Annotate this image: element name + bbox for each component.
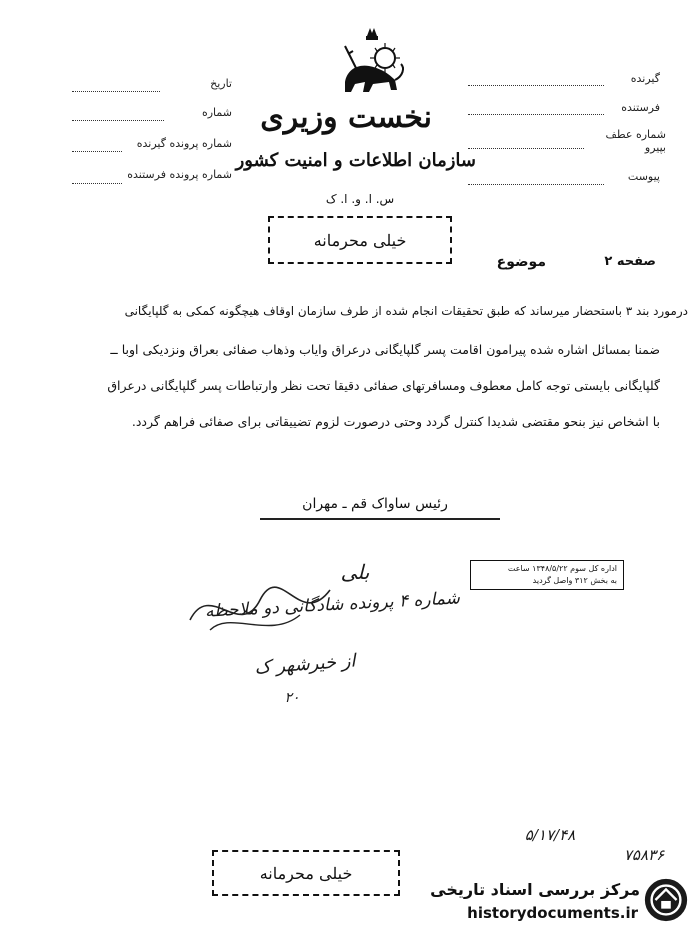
field-label-number: شماره <box>201 106 232 119</box>
field-line-sender-file <box>72 183 122 184</box>
field-label-reference: شماره عطف بپیرو <box>605 128 666 154</box>
classification-stamp-top: خیلی محرمانه <box>268 216 452 264</box>
field-label-recipient: گیرنده <box>630 72 660 85</box>
body-line: ضمنا بمسائل اشاره شده پیرامون اقامت پسر گلپایگانی درعراق وایاب وذهاب صفائی بعراق ونزدیکی اوبا ــ <box>110 342 660 357</box>
subject-label: موضوع <box>496 254 546 270</box>
field-line-recipient-file <box>72 151 122 152</box>
handwritten-note-main: شماره ۴ پرونده شادگانی دو ملاحظه <box>204 588 461 622</box>
handwritten-note-yes: بلی <box>340 560 370 584</box>
bottom-document-number: ۷۵۸۳۶ <box>623 846 665 864</box>
handwritten-note-number: ۲۰ <box>284 690 300 706</box>
field-line-attachment <box>468 184 604 185</box>
body-line: با اشخاص نیز بنحو مقتضی شدیدا کنترل گردد وحتی درصورت لزوم تضییقاتی برای صفائی فراهم گردد. <box>131 414 660 429</box>
handwritten-note-secondary: از خیرشهر ک <box>253 650 357 679</box>
signature-underline <box>260 518 500 520</box>
bottom-handwritten-date: ۵/۱۷/۴۸ <box>524 826 576 844</box>
org-title-primary: نخست وزیری <box>260 100 432 135</box>
org-code: س. ا. و. ا. ک <box>325 192 395 206</box>
field-label-sender-file: شماره پرونده فرستنده <box>127 168 232 181</box>
field-label-sender: فرستنده <box>621 101 660 114</box>
receipt-stamp <box>470 560 624 590</box>
archive-circle-logo <box>642 876 690 924</box>
handwritten-signature-scribble <box>180 570 340 650</box>
lion-and-sun-crown-emblem <box>335 24 409 100</box>
receipt-stamp-line: به بخش ۳۱۲ واصل گردید <box>532 576 617 585</box>
field-label-recipient-file: شماره پرونده گیرنده <box>136 137 232 150</box>
body-line: گلپایگانی بایستی توجه کامل معطوف ومسافرتهای صفائی دقیقا تحت نظر وارتباطات پسر گلپایگانی درعراق <box>107 378 660 393</box>
classification-stamp-bottom: خیلی محرمانه <box>212 850 400 896</box>
body-line: درمورد بند ۳ باستحضار میرساند که طبق تحقیقات انجام شده از طرف سازمان اوقاف هیچگونه کمکی به گلپایگانی <box>124 304 688 318</box>
page-label: صفحه ۲ <box>604 254 656 269</box>
watermark-title: مرکز بررسی اسناد تاریخی <box>430 880 640 899</box>
org-title-secondary: سازمان اطلاعات و امنیت کشور <box>235 150 476 171</box>
watermark-url: historydocuments.ir <box>467 904 638 922</box>
field-line-sender <box>468 114 604 115</box>
field-line-date <box>72 91 160 92</box>
signature-title: رئیس ساواک قم ـ مهران <box>302 496 448 512</box>
field-label-date: تاریخ <box>210 77 232 90</box>
field-line-recipient <box>468 85 604 86</box>
receipt-stamp-line: اداره کل سوم ۱۳۴۸/۵/۲۲ ساعت <box>507 564 617 573</box>
field-line-number <box>72 120 164 121</box>
field-label-attachment: پیوست <box>627 170 660 183</box>
field-line-reference <box>468 148 584 149</box>
